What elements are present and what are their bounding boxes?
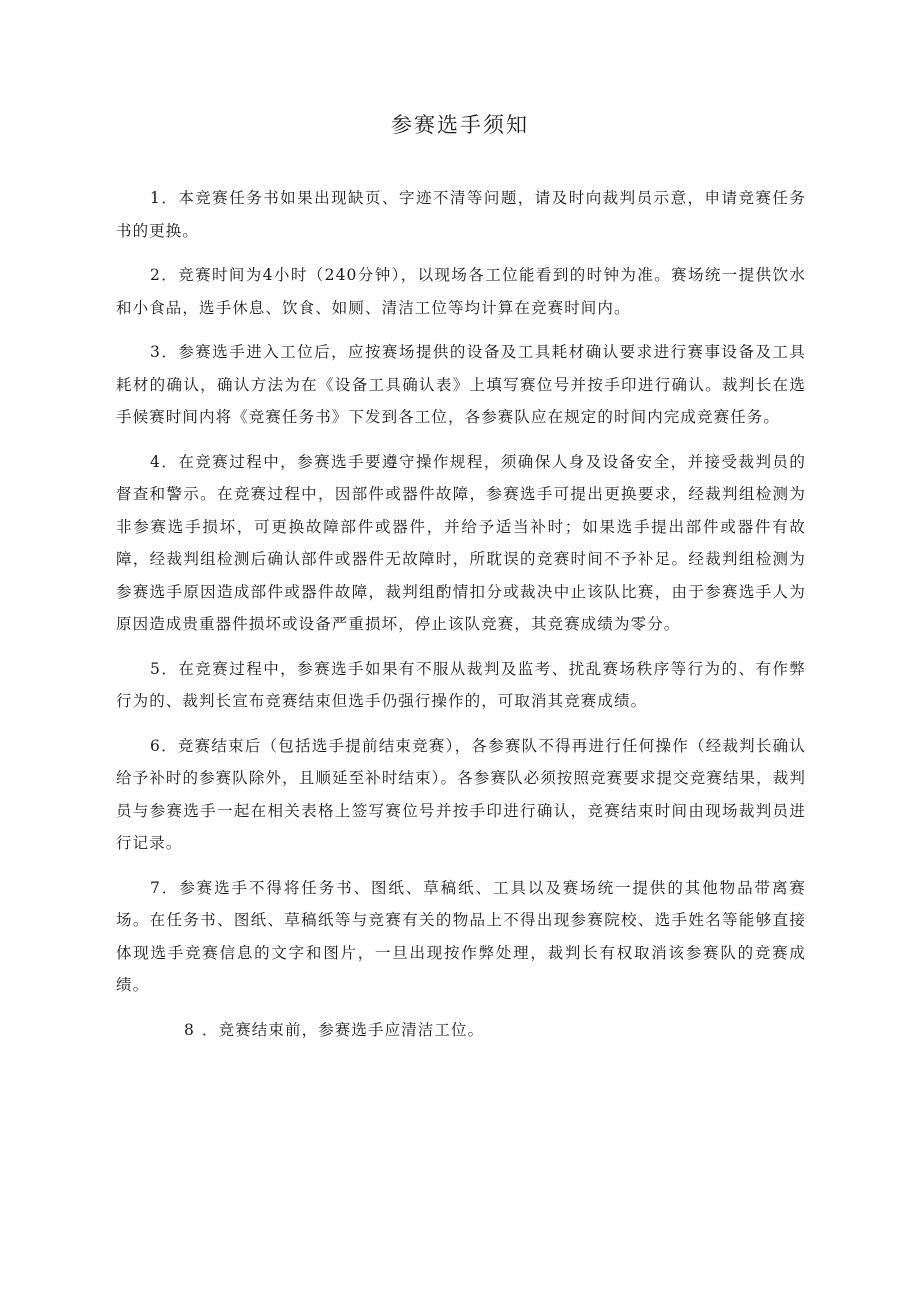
rule-text: ．本竞赛任务书如果出现缺页、字迹不清等问题，请及时向裁判员示意，申请竞赛任务书的更换。 [116,189,806,240]
rule-number: 5 [150,659,161,678]
rule-paragraph-2 [116,259,806,324]
document-body [116,182,806,1058]
document-title: 参赛选手须知 [391,113,529,137]
rule-paragraph-8 [116,1014,806,1047]
rule-paragraph-5 [116,653,806,718]
rule-text: ．在竞赛过程中，参赛选手要遵守操作规程，须确保人身及设备安全，并接受裁判员的督查和警示。在竞赛过程中，因部件或器件故障，参赛选手可提出更换要求，经裁判组检测为非参赛选手损坏，可更换故障部件或器件，并给予适当补时；如果选手提出部件或器件有故障，经裁判组检测后确认部件或器件无故障时，所耽误的竞赛时间不予补足。经裁判组检测为参赛选手原因造成部件或器件故障，裁判组酌情扣分或裁决中止该队比赛，由于参赛选手人为原因造成贵重器件损坏或设备严重损坏，停止该队竞赛，其竞赛成绩为零分。 [116,452,806,633]
rule-text: ．竞赛时间为4小时（240分钟），以现场各工位能看到的时钟为准。赛场统一提供饮水和小食品，选手休息、饮食、如厕、清洁工位等均计算在竞赛时间内。 [116,266,806,317]
rule-paragraph-1 [116,182,806,247]
rule-text: ．竞赛结束前，参赛选手应清洁工位。 [202,1020,485,1039]
rule-paragraph-6 [116,730,806,860]
rule-text: ．竞赛结束后（包括选手提前结束竞赛），各参赛队不得再进行任何操作（经裁判长确认给予补时的参赛队除外，且顺延至补时结束）。各参赛队必须按照竞赛要求提交竞赛结果，裁判员与参赛选手一起在相关表格上签写赛位号并按手印进行确认，竞赛结束时间由现场裁判员进行记录。 [116,736,806,852]
rule-text: ．参赛选手不得将任务书、图纸、草稿纸、工具以及赛场统一提供的其他物品带离赛场。在任务书、图纸、草稿纸等与竞赛有关的物品上不得出现参赛院校、选手姓名等能够直接体现选手竞赛信息的文字和图片，一旦出现按作弊处理，裁判长有权取消该参赛队的竞赛成绩。 [116,878,806,994]
rule-number: 1 [150,189,161,207]
rule-paragraph-7 [116,872,806,1002]
rule-number: 2 [150,266,161,284]
rule-paragraph-4 [116,446,806,641]
rule-number: 7 [150,878,161,897]
rule-number: 4 [150,452,161,471]
rule-text: ．参赛选手进入工位后，应按赛场提供的设备及工具耗材确认要求进行赛事设备及工具耗材的确认，确认方法为在《设备工具确认表》上填写赛位号并按手印进行确认。裁判长在选手候赛时间内将《竞赛任务书》下发到各工位，各参赛队应在规定的时间内完成竞赛任务。 [116,343,806,426]
rule-number: 3 [150,343,161,361]
rule-number: 6 [150,736,161,755]
rule-number: 8 [184,1020,195,1039]
rule-text: ．在竞赛过程中，参赛选手如果有不服从裁判及监考、扰乱赛场秩序等行为的、有作弊行为的、裁判长宣布竞赛结束但选手仍强行操作的，可取消其竞赛成绩。 [116,659,806,710]
rule-paragraph-3 [116,336,806,434]
